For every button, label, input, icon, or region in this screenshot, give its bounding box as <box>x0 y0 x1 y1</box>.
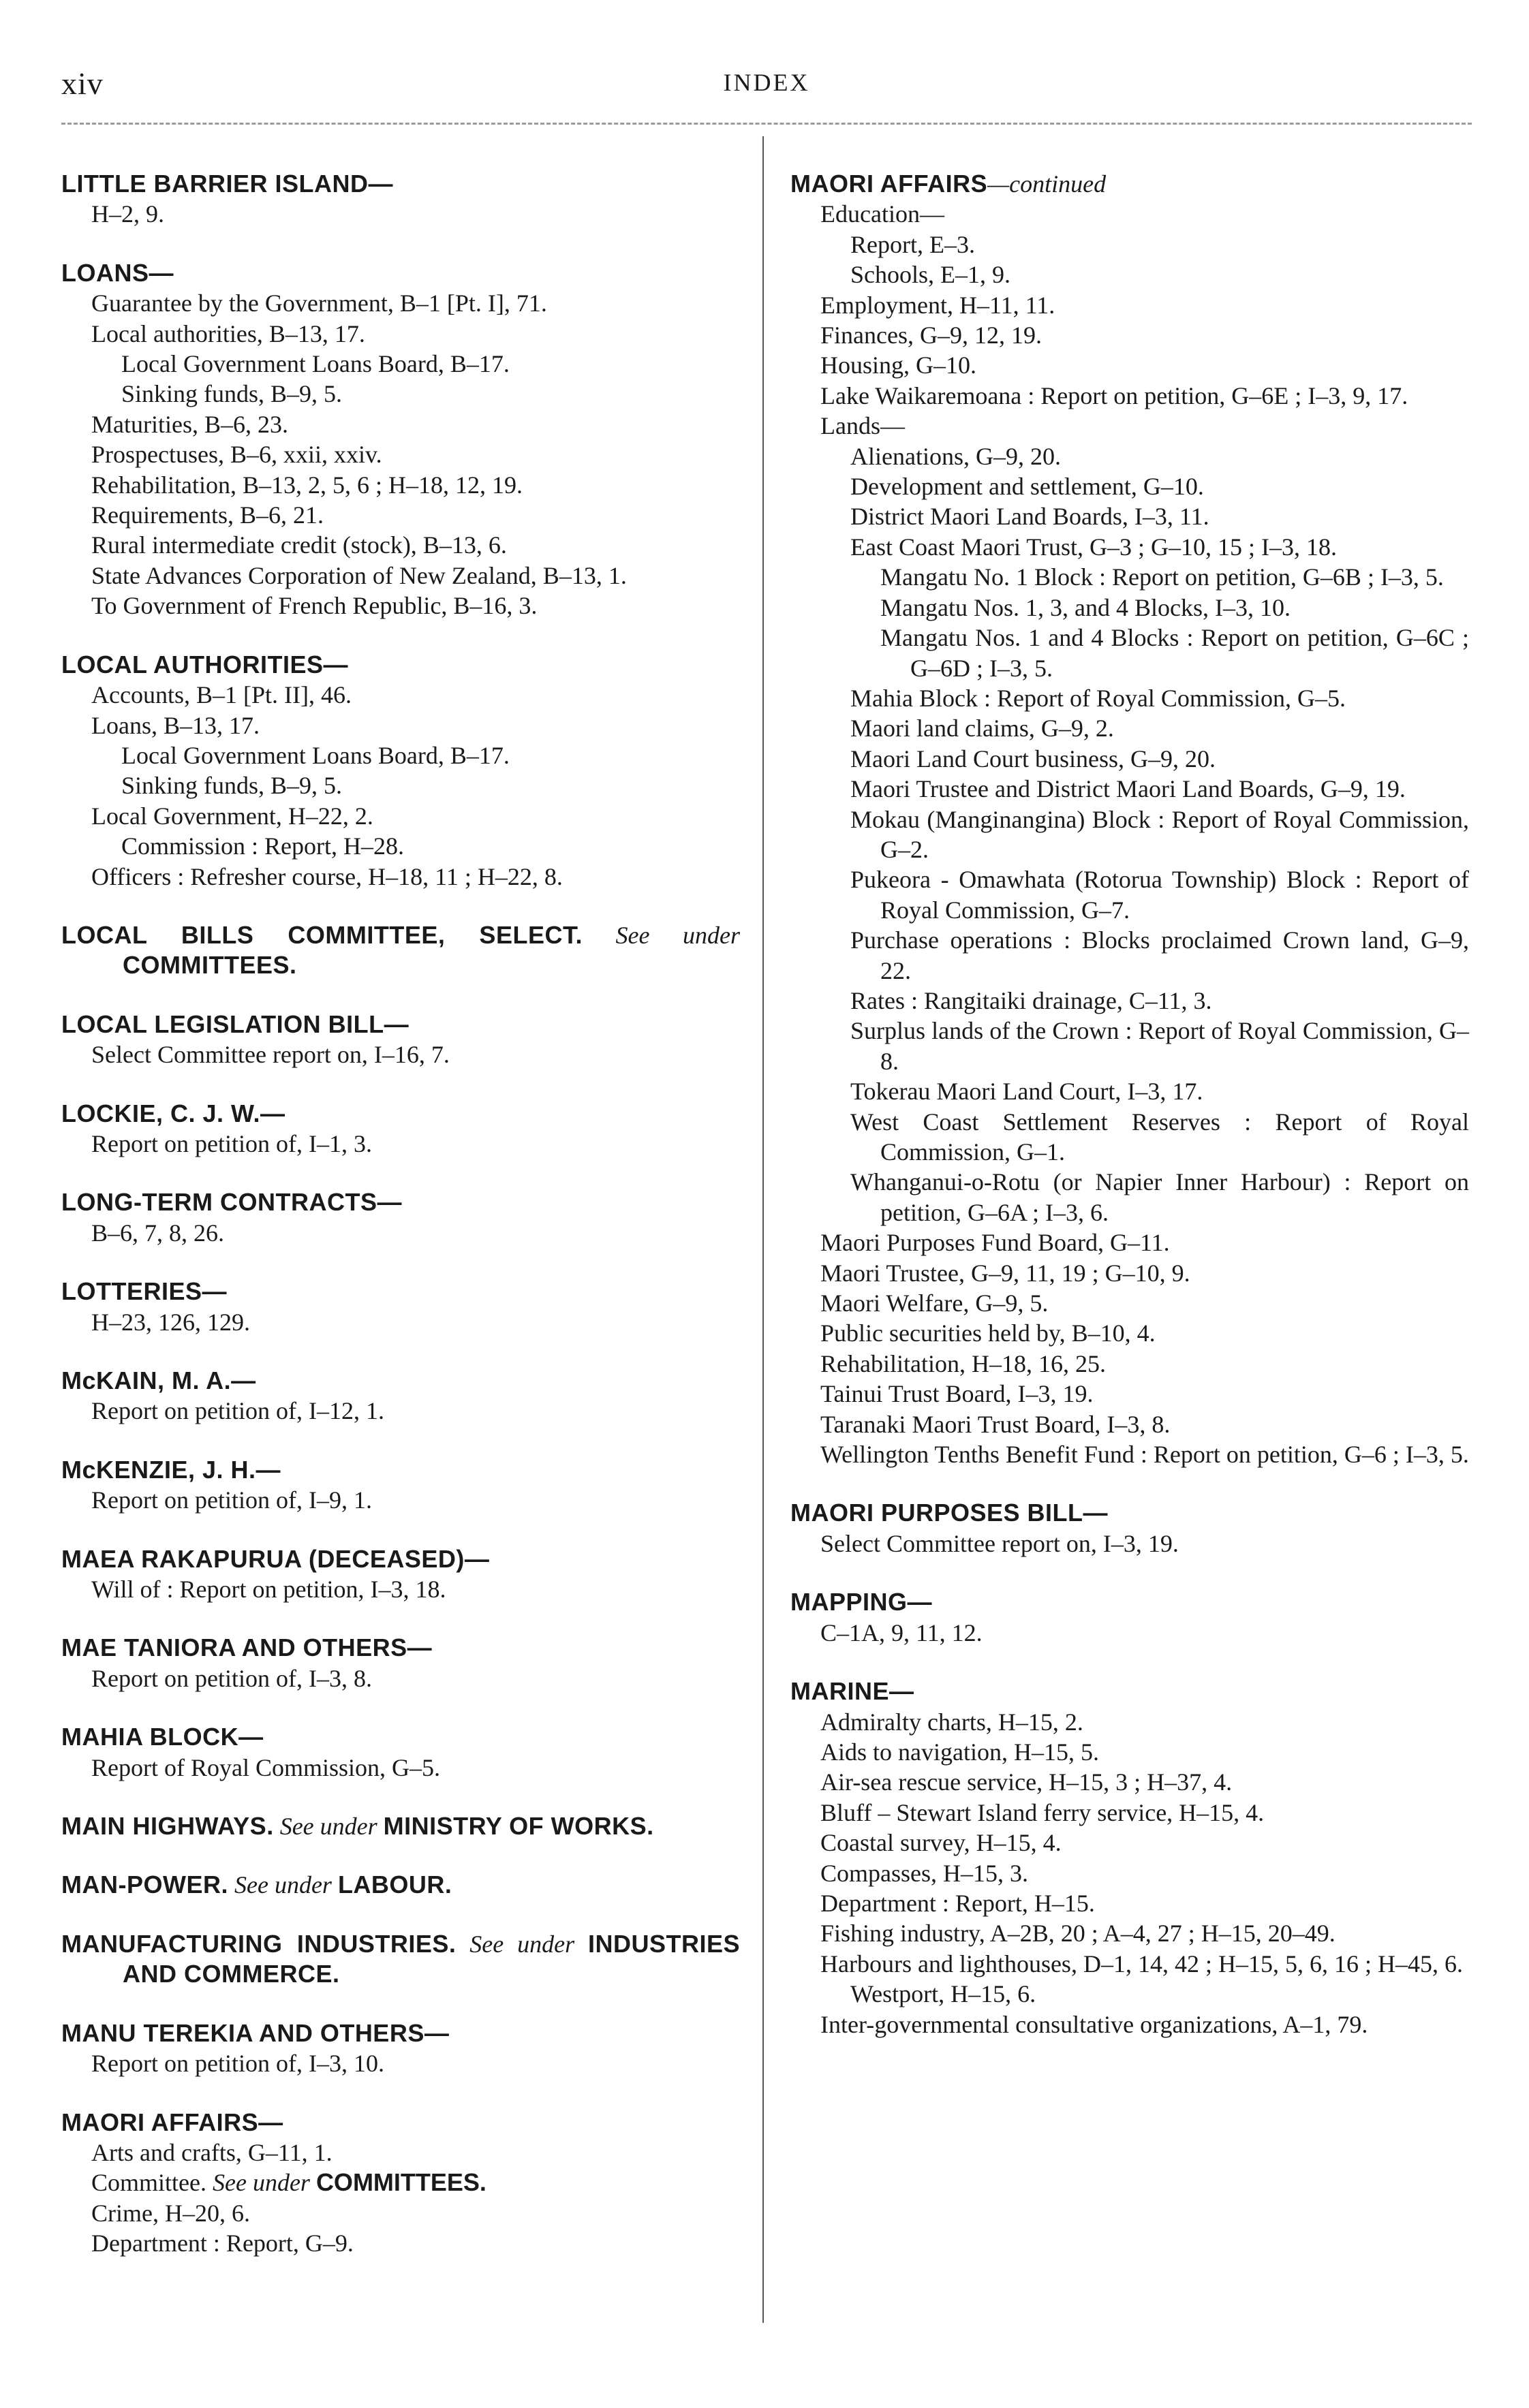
entry-heading: MAPPING— <box>790 1588 933 1616</box>
entry-subsubline: Mangatu Nos. 1 and 4 Blocks : Report on petition, G–6C ; G–6D ; I–3, 5. <box>880 624 1469 682</box>
entry-line: Education— <box>820 200 944 228</box>
entry-heading: MANUFACTURING INDUSTRIES. <box>61 1929 457 1958</box>
entry-heading: MAN-POWER. <box>61 1871 228 1899</box>
entry-heading: LOCAL AUTHORITIES— <box>61 650 348 678</box>
column-divider <box>762 136 764 2323</box>
entry-subline: Surplus lands of the Crown : Report of Royal Commission, G–8. <box>850 1017 1469 1075</box>
index-entry-lockie <box>61 1099 740 1159</box>
entry-line: Maori Welfare, G–9, 5. <box>820 1289 1049 1317</box>
entry-line: Officers : Refresher course, H–18, 11 ; H–22, 8. <box>91 862 563 890</box>
entry-line: Lake Waikaremoana : Report on petition, G–6E ; I–3, 9, 17. <box>820 381 1408 409</box>
entry-line: Housing, G–10. <box>820 351 977 379</box>
entry-line: Accounts, B–1 [Pt. II], 46. <box>91 681 352 709</box>
entry-line: Select Committee report on, I–16, 7. <box>91 1041 450 1069</box>
entry-heading: LOCAL BILLS COMMITTEE, SELECT. <box>61 920 583 949</box>
index-entry-maori-affairs <box>61 2108 740 2259</box>
right-column <box>790 169 1469 2068</box>
entry-line: Finances, G–9, 12, 19. <box>820 322 1042 349</box>
index-entry-mckenzie <box>61 1455 740 1516</box>
entry-heading: MAORI PURPOSES BILL— <box>790 1499 1109 1527</box>
see-reference: See under <box>615 921 741 949</box>
see-reference: See under <box>234 1871 332 1899</box>
entry-heading: LOTTERIES— <box>61 1277 228 1306</box>
left-column <box>61 169 740 2287</box>
committee-label: Committee. <box>91 2169 206 2197</box>
entry-line: Compasses, H–15, 3. <box>820 1859 1028 1887</box>
entry-subline: Pukeora - Omawhata (Rotorua Township) Block : Report of Royal Commission, G–7. <box>850 866 1469 924</box>
entry-line: Taranaki Maori Trust Board, I–3, 8. <box>820 1410 1171 1438</box>
entry-line: Report of Royal Commission, G–5. <box>91 1753 440 1781</box>
entry-heading: McKAIN, M. A.— <box>61 1366 256 1394</box>
index-entry-maori-affairs-continued <box>790 169 1469 1469</box>
index-entry-maori-purposes-bill <box>790 1498 1469 1559</box>
cross-reference-target: MINISTRY OF WORKS. <box>383 1812 654 1841</box>
see-reference: See under <box>212 2169 310 2197</box>
index-entry-mahia-block <box>61 1722 740 1783</box>
index-entry-long-term-contracts <box>61 1187 740 1248</box>
entry-subline: Westport, H–15, 6. <box>850 1980 1036 2008</box>
see-reference: See under <box>279 1813 377 1841</box>
entry-subline: Schools, E–1, 9. <box>850 261 1011 289</box>
entry-subline: Commission : Report, H–28. <box>121 832 405 860</box>
entry-heading: MAORI AFFAIRS <box>790 170 988 198</box>
entry-subline: Tokerau Maori Land Court, I–3, 17. <box>850 1078 1203 1106</box>
entry-line: Air-sea rescue service, H–15, 3 ; H–37, 4. <box>820 1768 1233 1796</box>
entry-line: Maori Trustee, G–9, 11, 19 ; G–10, 9. <box>820 1259 1190 1287</box>
index-entry-main-highways <box>61 1811 740 1841</box>
entry-subline: Sinking funds, B–9, 5. <box>121 380 343 408</box>
index-entry-mapping <box>790 1587 1469 1648</box>
entry-line: Fishing industry, A–2B, 20 ; A–4, 27 ; H–15, 20–49. <box>820 1920 1335 1948</box>
page-title: INDEX <box>723 69 810 96</box>
continued-label: —continued <box>987 170 1107 198</box>
entry-subline: Development and settlement, G–10. <box>850 473 1204 501</box>
cross-reference-target: COMMITTEES. <box>315 2168 486 2197</box>
entry-line: Public securities held by, B–10, 4. <box>820 1319 1156 1347</box>
entry-line: H–23, 126, 129. <box>91 1308 250 1336</box>
index-entry-local-bills <box>61 920 740 981</box>
entry-subline: Report, E–3. <box>850 230 975 258</box>
index-entry-local-authorities <box>61 650 740 892</box>
entry-line: Local Government, H–22, 2. <box>91 802 373 830</box>
entry-line: Inter-governmental consultative organizations, A–1, 79. <box>820 2010 1368 2038</box>
entry-subline: Alienations, G–9, 20. <box>850 442 1061 470</box>
entry-line: Aids to navigation, H–15, 5. <box>820 1738 1099 1766</box>
entry-line: C–1A, 9, 11, 12. <box>820 1619 983 1646</box>
entry-heading: MAEA RAKAPURUA (DECEASED)— <box>61 1544 490 1573</box>
entry-heading: LONG-TERM CONTRACTS— <box>61 1188 402 1217</box>
entry-heading-row <box>790 169 1469 199</box>
index-entry-maea-rakapurua <box>61 1544 740 1605</box>
entry-heading: MAIN HIGHWAYS. <box>61 1812 274 1841</box>
entry-line: Wellington Tenths Benefit Fund : Report on petition, G–6 ; I–3, 5. <box>820 1441 1469 1469</box>
entry-subsubline: Mangatu Nos. 1, 3, and 4 Blocks, I–3, 10. <box>880 593 1291 621</box>
entry-line: Report on petition of, I–12, 1. <box>91 1397 384 1425</box>
entry-line: Will of : Report on petition, I–3, 18. <box>91 1576 446 1604</box>
entry-line: H–2, 9. <box>91 200 164 228</box>
entry-line: Select Committee report on, I–3, 19. <box>820 1529 1179 1557</box>
entry-heading: MAORI AFFAIRS— <box>61 2108 283 2136</box>
entry-heading: MAHIA BLOCK— <box>61 1723 264 1751</box>
index-entry-lotteries <box>61 1277 740 1337</box>
entry-line: Report on petition of, I–9, 1. <box>91 1486 372 1514</box>
entry-subline: Local Government Loans Board, B–17. <box>121 741 510 769</box>
cross-reference-target: INDUSTRIES AND COMMERCE. <box>123 1929 741 1988</box>
entry-line: To Government of French Republic, B–16, 3. <box>91 592 538 620</box>
entry-heading: MAE TANIORA AND OTHERS— <box>61 1633 433 1662</box>
entry-line: Arts and crafts, G–11, 1. <box>91 2138 333 2166</box>
entry-heading: LOCKIE, C. J. W.— <box>61 1099 285 1127</box>
entry-subline: Purchase operations : Blocks proclaimed Crown land, G–9, 22. <box>850 926 1469 984</box>
entry-line: Requirements, B–6, 21. <box>91 501 324 529</box>
entry-heading: MANU TEREKIA AND OTHERS— <box>61 2018 450 2047</box>
index-entry-marine <box>790 1676 1469 2039</box>
entry-line: Maturities, B–6, 23. <box>91 410 288 438</box>
entry-line: Loans, B–13, 17. <box>91 711 260 739</box>
header-rule <box>61 123 1472 125</box>
entry-line: Report on petition of, I–3, 8. <box>91 1664 372 1692</box>
entry-line: Maori Purposes Fund Board, G–11. <box>820 1229 1170 1257</box>
entry-line: Rehabilitation, H–18, 16, 25. <box>820 1349 1106 1377</box>
entry-subsubline: Mangatu No. 1 Block : Report on petition, G–6B ; I–3, 5. <box>880 563 1444 591</box>
entry-heading: MARINE— <box>790 1677 914 1706</box>
entry-heading: LOCAL LEGISLATION BILL— <box>61 1010 410 1038</box>
page-header <box>61 65 1472 113</box>
entry-subline: Maori Land Court business, G–9, 20. <box>850 745 1216 772</box>
index-entry-man-power <box>61 1870 740 1900</box>
entry-line: Department : Report, H–15. <box>820 1889 1095 1917</box>
index-entry-local-legislation <box>61 1010 740 1070</box>
entry-line: Harbours and lighthouses, D–1, 14, 42 ; H–15, 5, 6, 16 ; H–45, 6. <box>820 1950 1463 1977</box>
index-entry-manu-terekia <box>61 2018 740 2079</box>
entry-line: Report on petition of, I–1, 3. <box>91 1129 372 1157</box>
entry-subline: West Coast Settlement Reserves : Report of Royal Commission, G–1. <box>850 1108 1469 1166</box>
cross-reference-target: LABOUR. <box>337 1871 452 1899</box>
entry-heading: LITTLE BARRIER ISLAND— <box>61 170 393 198</box>
entry-line: Bluff – Stewart Island ferry service, H–15, 4. <box>820 1798 1265 1826</box>
entry-line: Guarantee by the Government, B–1 [Pt. I], 71. <box>91 290 547 317</box>
entry-heading: LOANS— <box>61 258 174 287</box>
index-entry-loans <box>61 258 740 621</box>
entry-subline: Whanganui-o-Rotu (or Napier Inner Harbour) : Report on petition, G–6A ; I–3, 6. <box>850 1168 1469 1226</box>
entry-subline: Local Government Loans Board, B–17. <box>121 350 510 378</box>
entry-line: Rural intermediate credit (stock), B–13, 6. <box>91 531 507 559</box>
entry-line: Crime, H–20, 6. <box>91 2199 250 2227</box>
entry-line: Rehabilitation, B–13, 2, 5, 6 ; H–18, 12, 19. <box>91 471 523 499</box>
entry-line: Employment, H–11, 11. <box>820 291 1055 319</box>
cross-reference-target: COMMITTEES. <box>123 951 297 980</box>
index-entry-manufacturing <box>61 1929 740 1990</box>
entry-line: State Advances Corporation of New Zealand, B–13, 1. <box>91 561 627 589</box>
entry-line: Local authorities, B–13, 17. <box>91 319 365 347</box>
entry-subline: Rates : Rangitaiki drainage, C–11, 3. <box>850 986 1212 1014</box>
index-entry-mckain <box>61 1366 740 1426</box>
entry-line: Prospectuses, B–6, xxii, xxiv. <box>91 441 382 469</box>
entry-subline: Maori land claims, G–9, 2. <box>850 715 1114 742</box>
entry-subline: Mokau (Manginangina) Block : Report of Royal Commission, G–2. <box>850 805 1469 863</box>
entry-heading: McKENZIE, J. H.— <box>61 1455 281 1484</box>
entry-subline: District Maori Land Boards, I–3, 11. <box>850 503 1209 531</box>
entry-line: Report on petition of, I–3, 10. <box>91 2050 384 2078</box>
index-entry-mae-taniora <box>61 1633 740 1693</box>
entry-line <box>61 2168 740 2198</box>
entry-line: Coastal survey, H–15, 4. <box>820 1829 1062 1857</box>
see-reference: See under <box>469 1930 575 1958</box>
entry-line: B–6, 7, 8, 26. <box>91 1219 225 1247</box>
index-entry-little-barrier <box>61 169 740 230</box>
entry-line: Admiralty charts, H–15, 2. <box>820 1708 1083 1736</box>
entry-line: Lands— <box>820 412 905 440</box>
page-number: xiv <box>61 66 104 101</box>
entry-line: Tainui Trust Board, I–3, 19. <box>820 1380 1094 1408</box>
entry-subline: Sinking funds, B–9, 5. <box>121 772 343 800</box>
entry-subline: Mahia Block : Report of Royal Commission, G–5. <box>850 684 1346 712</box>
entry-line: Department : Report, G–9. <box>91 2230 354 2257</box>
entry-subline: East Coast Maori Trust, G–3 ; G–10, 15 ; I–3, 18. <box>850 533 1338 561</box>
entry-subline: Maori Trustee and District Maori Land Boards, G–9, 19. <box>850 775 1406 803</box>
